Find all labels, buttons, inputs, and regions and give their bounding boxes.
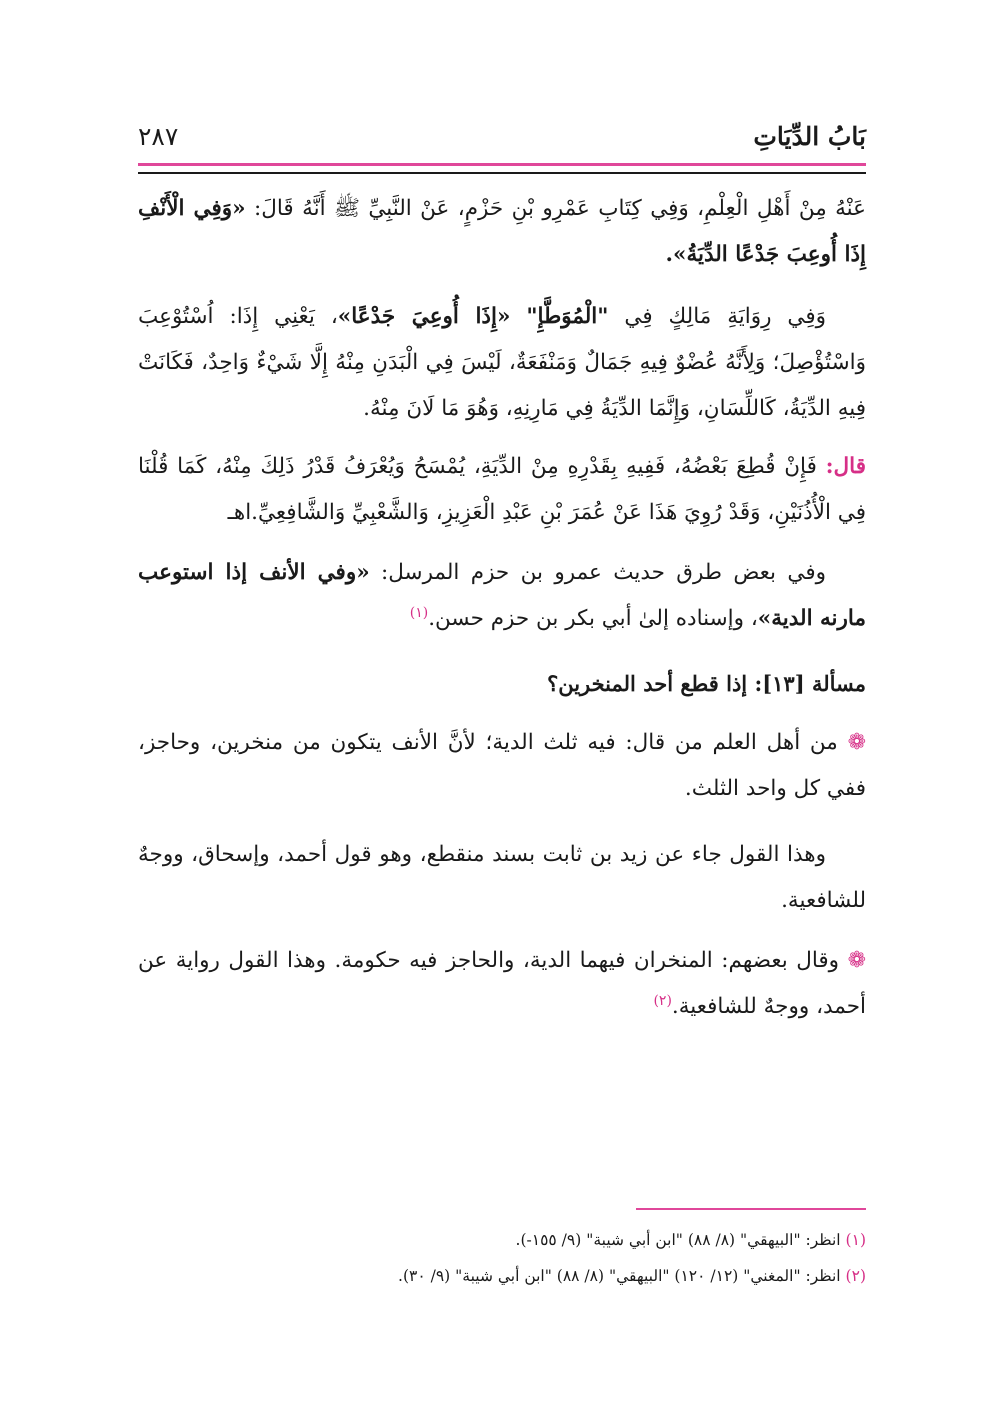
paragraph-text: وَفِي رِوَايَةِ مَالِكٍ فِي <box>608 304 826 329</box>
header-rule-black <box>138 172 866 174</box>
page-number: ٢٨٧ <box>138 122 179 151</box>
flower-ornament-icon: ❁ <box>847 730 866 755</box>
paragraph-zayd <box>138 832 866 924</box>
footnote-1 <box>138 1222 866 1258</box>
footnotes <box>138 1222 866 1294</box>
footnote-rule <box>636 1208 866 1210</box>
hadith-quote: «وَفِي الْأَنْفِ إِذَا أُوعِبَ جَدْعًا الدِّيَةُ». <box>138 196 866 267</box>
book-name: "الْمُوَطَّإِ" <box>526 304 609 329</box>
issue-title: إذا قطع أحد المنخرين؟ <box>547 671 755 696</box>
footnote-ref-2[interactable]: (٢) <box>653 992 672 1009</box>
footnote-ref-1[interactable]: (١) <box>409 604 429 621</box>
chapter-title: بَابُ الدِّيَاتِ <box>753 122 866 151</box>
header-rule-pink <box>138 163 866 166</box>
paragraph-text: من أهل العلم من قال: فيه ثلث الدية؛ لأنَّ الأنف يتكون من منخرين، وحاجز، ففي كل واحد الثلث. <box>138 730 866 801</box>
footnote-text: انظر: "المغني" (١٢/ ١٢٠) "البيهقي" (٨/ ٨٨) "ابن أبي شيبة" (٩/ ٣٠). <box>398 1267 846 1285</box>
paragraph-muwatta <box>138 294 866 432</box>
footnote-text: انظر: "البيهقي" (٨/ ٨٨) "ابن أبي شيبة" (٩/ ١٥٥-). <box>515 1231 846 1249</box>
footnote-number: (١) <box>845 1231 866 1249</box>
paragraph-text: وقال بعضهم: المنخران فيهما الدية، والحاجز فيه حكومة. وهذا القول رواية عن أحمد، ووجهٌ للشافعية. <box>138 948 866 1019</box>
footnote-number: (٢) <box>845 1267 866 1285</box>
page-header <box>138 122 866 156</box>
paragraph-opinion-2 <box>138 938 866 1030</box>
footnote-2 <box>138 1258 866 1294</box>
paragraph-text: وهذا القول جاء عن زيد بن ثابت بسند منقطع، وهو قول أحمد، وإسحاق، ووجهٌ للشافعية. <box>138 842 866 913</box>
page-body <box>138 186 866 1044</box>
paragraph-qala <box>138 444 866 536</box>
flower-ornament-icon: ❁ <box>847 948 866 973</box>
paragraph-mursal <box>138 550 866 642</box>
paragraph-hadith-amr <box>138 186 866 278</box>
paragraph-text: عَنْهُ مِنْ أَهْلِ الْعِلْمِ، وَفِي كِتَابِ عَمْرِو بْنِ حَزْمٍ، عَنْ النَّبِيِّ ﷺ أَنَّهُ قَالَ: <box>245 196 866 221</box>
paragraph-text: ، وإسناده إلىٰ أبي بكر بن حزم حسن. <box>428 606 758 631</box>
paragraph-text: فَإِنْ قُطِعَ بَعْضُهُ، فَفِيهِ بِقَدْرِهِ مِنْ الدِّيَةِ، يُمْسَحُ وَيُعْرَفُ قَدْرُ ذَلِكَ مِنْهُ، كَمَا قُلْنَا فِي الْأُذُنَيْنِ، وَقَدْ رُوِيَ هَذَا عَنْ عُمَرَ بْنِ عَبْدِ الْعَزِيزِ، وَالشَّعْبِيِّ وَالشَّافِعِيِّ.اهـ <box>138 454 866 525</box>
issue-heading <box>138 664 866 704</box>
paragraph-opinion-1 <box>138 720 866 812</box>
paragraph-text: وفي بعض طرق حديث عمرو بن حزم المرسل: <box>369 560 826 585</box>
hadith-quote: «وفي الأنف إذا استوعب مارنه الدية» <box>138 560 866 631</box>
hadith-quote: «إِذَا أُوعِيَ جَدْعًا» <box>337 304 511 329</box>
issue-label: مسألة [١٣]: <box>754 671 866 696</box>
paragraph-text: ، يَعْنِي إِذَا: اُسْتُوْعِبَ وَاسْتُؤْصِلَ؛ وَلِأَنَّهُ عُضْوٌ فِيهِ جَمَالٌ وَمَنْفَعَةٌ، لَيْسَ فِي الْبَدَنِ مِنْهُ إِلَّا شَيْءٌ وَاحِدٌ، فَكَانَتْ فِيهِ الدِّيَةُ، كَاللِّسَانِ، وَإِنَّمَا الدِّيَةُ فِي مَارِنِهِ، وَهُوَ مَا لَانَ مِنْهُ. <box>138 304 866 421</box>
qala-label: قال: <box>825 454 866 479</box>
